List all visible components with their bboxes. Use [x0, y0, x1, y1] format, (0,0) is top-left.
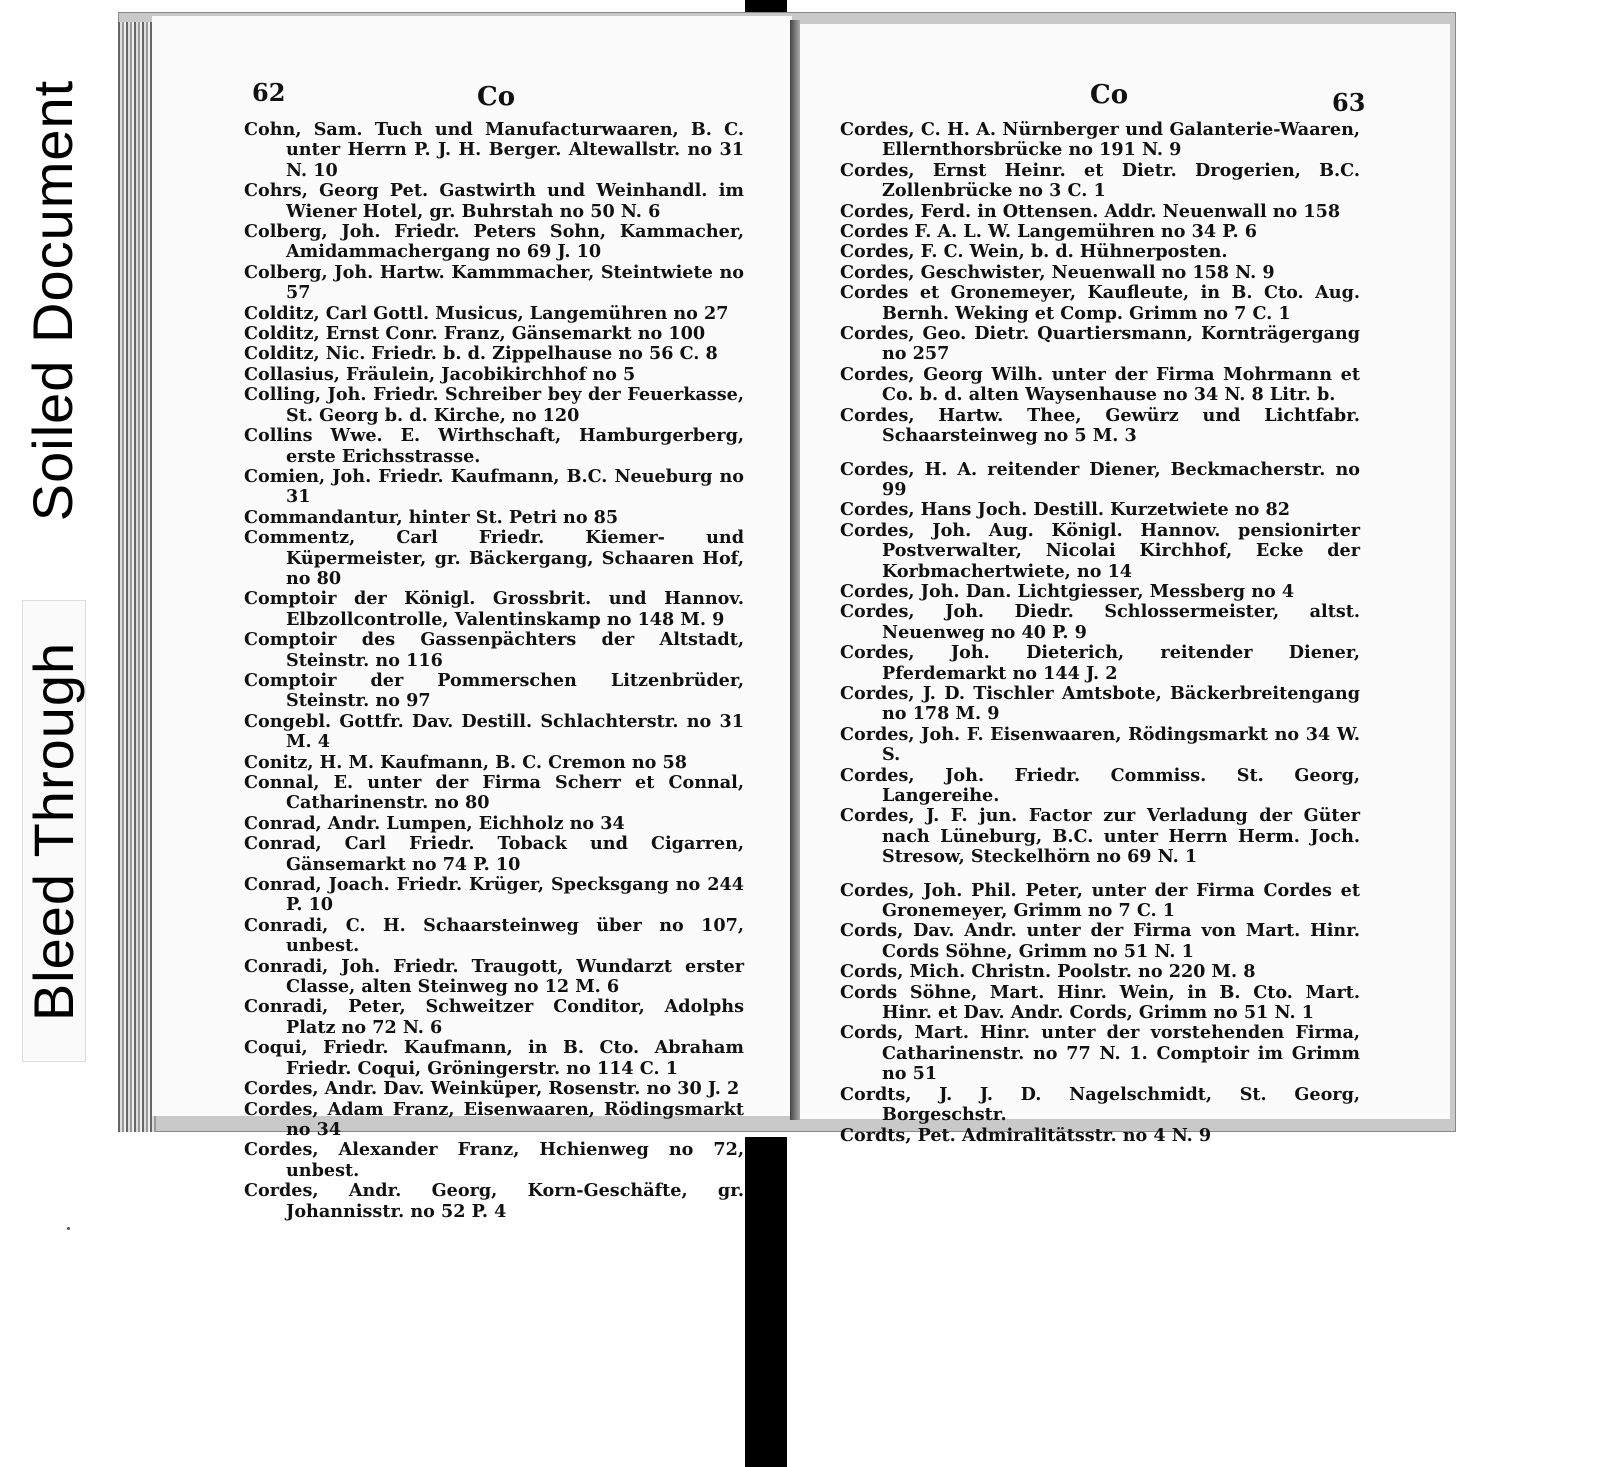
- directory-entry: Colling, Joh. Friedr. Schreiber bey der Feuerkasse, St. Georg b. d. Kirche, no 120: [244, 384, 744, 426]
- directory-entry: Cordes, F. C. Wein, b. d. Hühnerposten.: [840, 241, 1228, 263]
- ribbon-bottom: [745, 1137, 787, 1467]
- directory-entry: Cordes F. A. L. W. Langemühren no 34 P. 6: [840, 221, 1257, 243]
- directory-entry: Conitz, H. M. Kaufmann, B. C. Cremon no 58: [244, 751, 688, 773]
- book-spine: [790, 20, 800, 1120]
- directory-entry: Cordes, Ernst Heinr. et Dietr. Drogerien, B.C. Zollenbrücke no 3 C. 1: [840, 159, 1360, 202]
- directory-entry: Colditz, Carl Gottl. Musicus, Langemühren no 27: [244, 302, 729, 324]
- directory-entry: Conradi, Peter, Schweitzer Conditor, Adolphs Platz no 72 N. 6: [244, 996, 744, 1038]
- page-number-right: 63: [1332, 88, 1366, 117]
- directory-entry: Cords, Mich. Christn. Poolstr. no 220 M. 8: [840, 961, 1256, 983]
- directory-entry: Cordes, J. F. jun. Factor zur Verladung der Güter nach Lüneburg, B.C. unter Herrn Herm. Joch. Stresow, Steckelhörn no 69 N. 1: [840, 805, 1360, 868]
- directory-entry: Collasius, Fräulein, Jacobikirchhof no 5: [244, 363, 636, 385]
- directory-entry: Collins Wwe. E. Wirthschaft, Hamburgerberg, erste Erichsstrasse.: [244, 425, 744, 467]
- soiled-document-text: Soiled Document: [21, 79, 85, 521]
- directory-entry: Cohrs, Georg Pet. Gastwirth und Weinhandl. im Wiener Hotel, gr. Buhrstah no 50 N. 6: [244, 180, 744, 222]
- directory-entry: Cordes, Geschwister, Neuenwall no 158 N. 9: [840, 261, 1275, 283]
- directory-entry: Cordes, Alexander Franz, Hchienweg no 72, unbest.: [244, 1139, 744, 1181]
- directory-entry: Comien, Joh. Friedr. Kaufmann, B.C. Neueburg no 31: [244, 465, 744, 508]
- page-edges: [118, 22, 156, 1132]
- directory-entry: Cords Söhne, Mart. Hinr. Wein, in B. Cto. Mart. Hinr. et Dav. Andr. Cords, Grimm no 51 N. 1: [840, 981, 1360, 1024]
- directory-entry: Cordes, Ferd. in Ottensen. Addr. Neuenwall no 158: [840, 200, 1341, 222]
- directory-entry: Cohn, Sam. Tuch und Manufacturwaaren, B. C. unter Herrn P. J. H. Berger. Altewallstr. no 31 N. 10: [244, 119, 744, 181]
- directory-entry: Cordes, Adam Franz, Eisenwaaren, Rödingsmarkt no 34: [244, 1098, 744, 1140]
- directory-entry: Cordes, H. A. reitender Diener, Beckmacherstr. no 99: [840, 458, 1360, 500]
- directory-entry: Colberg, Joh. Hartw. Kammmacher, Steintwiete no 57: [244, 261, 744, 304]
- directory-entry: Colditz, Nic. Friedr. b. d. Zippelhause no 56 C. 8: [244, 343, 718, 365]
- directory-entry: Commandantur, hinter St. Petri no 85: [244, 506, 619, 528]
- directory-entry: Colberg, Joh. Friedr. Peters Sohn, Kammacher, Amidammachergang no 69 J. 10: [244, 221, 744, 263]
- directory-entry: Colditz, Ernst Conr. Franz, Gänsemarkt no 100: [244, 323, 706, 345]
- page-heading-right: Co: [1090, 80, 1129, 110]
- left-entry-list: [244, 120, 744, 1222]
- bleed-through-text: Bleed Through: [22, 641, 86, 1021]
- directory-entry: Cordes, Joh. Phil. Peter, unter der Firma Cordes et Gronemeyer, Grimm no 7 C. 1: [840, 879, 1360, 922]
- directory-entry: Cordts, J. J. D. Nagelschmidt, St. Georg, Borgeschstr.: [840, 1083, 1360, 1126]
- directory-entry: Comptoir des Gassenpächters der Altstadt, Steinstr. no 116: [244, 629, 744, 671]
- directory-entry: Cordes, Joh. Aug. Königl. Hannov. pensionirter Postverwalter, Nicolai Kirchhof, Ecke der Korbmachertwiete, no 14: [840, 519, 1360, 582]
- right-page: [800, 24, 1450, 1146]
- right-entry-list: [840, 120, 1360, 1146]
- bleed-through-label: [22, 600, 86, 1062]
- directory-entry: Conrad, Joach. Friedr. Krüger, Specksgang no 244 P. 10: [244, 874, 744, 916]
- directory-entry: Cordes, Hans Joch. Destill. Kurzetwiete no 82: [840, 499, 1290, 521]
- directory-entry: Cordes, Joh. F. Eisenwaaren, Rödingsmarkt no 34 W. S.: [840, 723, 1360, 766]
- left-page: [152, 16, 792, 1222]
- directory-entry: Cordes, Joh. Dan. Lichtgiesser, Messberg no 4: [840, 580, 1295, 602]
- directory-entry: Congebl. Gottfr. Dav. Destill. Schlachterstr. no 31 M. 4: [244, 710, 744, 753]
- directory-entry: Cordes, Geo. Dietr. Quartiersmann, Kornträgergang no 257: [840, 323, 1360, 365]
- directory-entry: Conrad, Andr. Lumpen, Eichholz no 34: [244, 812, 625, 834]
- stray-mark: [67, 1227, 70, 1230]
- directory-entry: Cordes, Hartw. Thee, Gewürz und Lichtfabr. Schaarsteinweg no 5 M. 3: [840, 404, 1360, 447]
- directory-entry: Coqui, Friedr. Kaufmann, in B. Cto. Abraham Friedr. Coqui, Gröningerstr. no 114 C. 1: [244, 1037, 744, 1079]
- directory-entry: Cordes, Joh. Dieterich, reitender Diener, Pferdemarkt no 144 J. 2: [840, 642, 1360, 684]
- directory-entry: Cordes, Joh. Friedr. Commiss. St. Georg, Langereihe.: [840, 764, 1360, 806]
- directory-entry: Cordes, C. H. A. Nürnberger und Galanterie-Waaren, Ellernthorsbrücke no 191 N. 9: [840, 119, 1360, 161]
- directory-entry: Connal, E. unter der Firma Scherr et Connal, Catharinenstr. no 80: [244, 772, 744, 814]
- directory-entry: Cordes, Andr. Georg, Korn-Geschäfte, gr. Johannisstr. no 52 P. 4: [244, 1180, 744, 1222]
- soiled-document-label: [22, 40, 84, 560]
- directory-entry: Cordes, Joh. Diedr. Schlossermeister, altst. Neuenweg no 40 P. 9: [840, 601, 1360, 643]
- directory-entry: Cords, Mart. Hinr. unter der vorstehenden Firma, Catharinenstr. no 77 N. 1. Comptoir im Grimm no 51: [840, 1022, 1360, 1085]
- page-number-left: 62: [252, 78, 286, 107]
- directory-entry: Cordts, Pet. Admiralitätsstr. no 4 N. 9: [840, 1124, 1212, 1146]
- directory-entry: Commentz, Carl Friedr. Kiemer- und Küpermeister, gr. Bäckergang, Schaaren Hof, no 80: [244, 527, 744, 589]
- directory-entry: Cords, Dav. Andr. unter der Firma von Mart. Hinr. Cords Söhne, Grimm no 51 N. 1: [840, 920, 1360, 962]
- directory-entry: Cordes, J. D. Tischler Amtsbote, Bäckerbreitengang no 178 M. 9: [840, 682, 1360, 725]
- directory-entry: Comptoir der Pommerschen Litzenbrüder, Steinstr. no 97: [244, 669, 744, 712]
- directory-entry: Cordes, Georg Wilh. unter der Firma Mohrmann et Co. b. d. alten Waysenhause no 34 N. 8 Litr. b.: [840, 363, 1360, 406]
- directory-entry: Comptoir der Königl. Grossbrit. und Hannov. Elbzollcontrolle, Valentinskamp no 148 M. 9: [244, 588, 744, 630]
- directory-entry: Conrad, Carl Friedr. Toback und Cigarren, Gänsemarkt no 74 P. 10: [244, 833, 744, 875]
- directory-entry: Conradi, C. H. Schaarsteinweg über no 107, unbest.: [244, 914, 744, 957]
- directory-entry: Conradi, Joh. Friedr. Traugott, Wundarzt erster Classe, alten Steinweg no 12 M. 6: [244, 955, 744, 998]
- page-heading-left: Co: [477, 82, 516, 112]
- directory-entry: Cordes, Andr. Dav. Weinküper, Rosenstr. no 30 J. 2: [244, 1078, 740, 1100]
- directory-entry: Cordes et Gronemeyer, Kaufleute, in B. Cto. Aug. Bernh. Weking et Comp. Grimm no 7 C. 1: [840, 282, 1360, 324]
